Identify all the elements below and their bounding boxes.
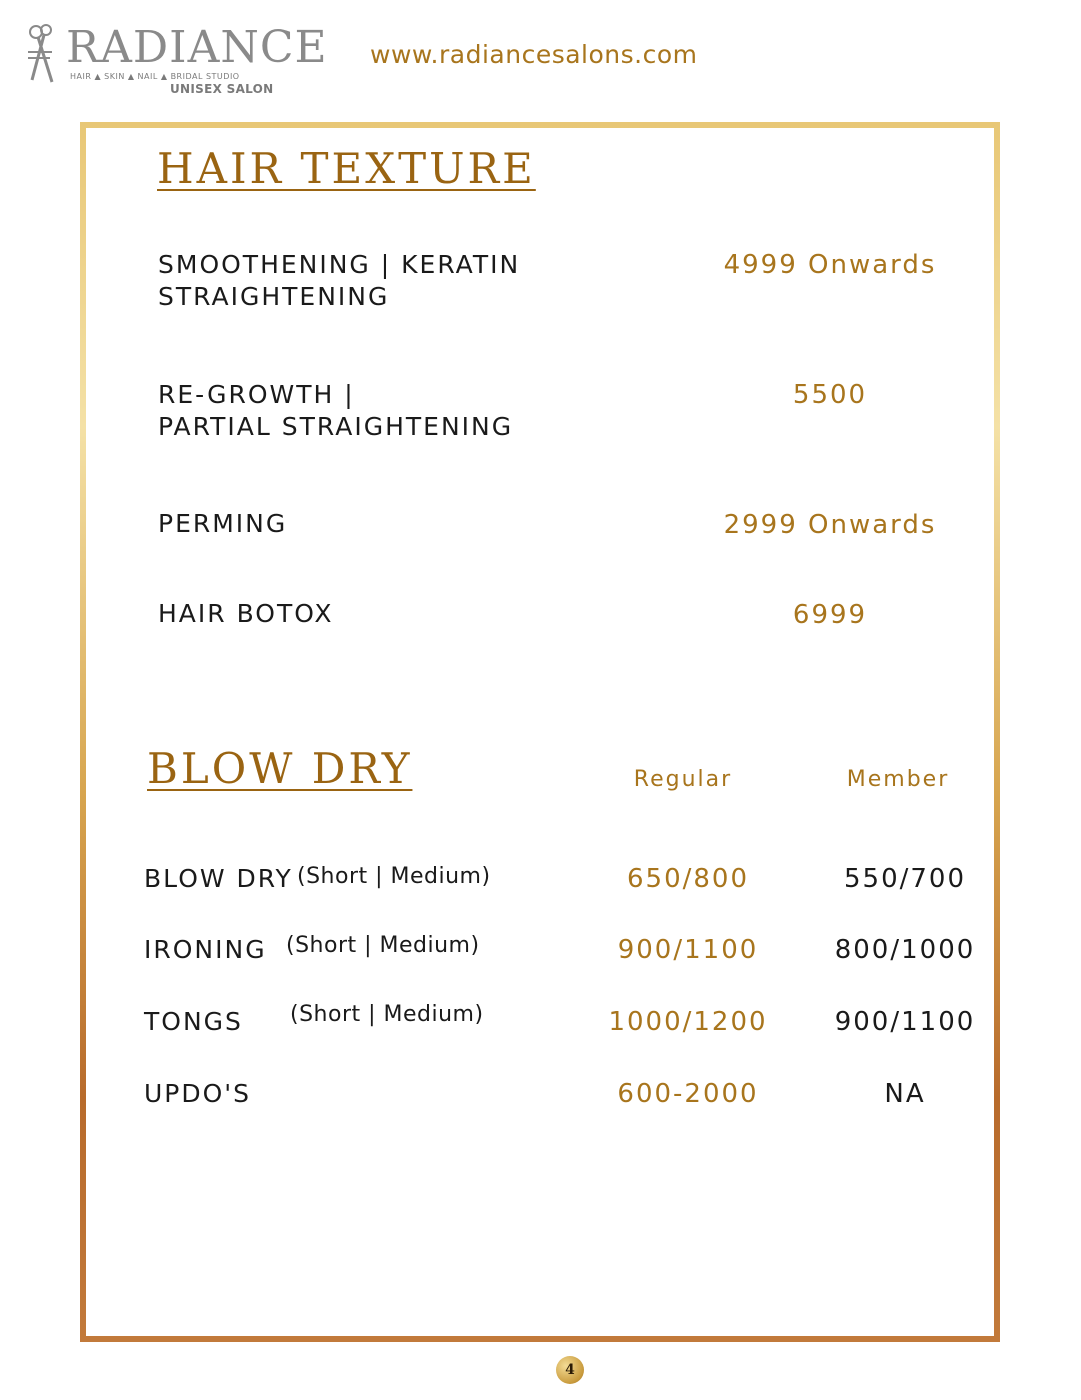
service-price: 5500 <box>792 380 868 410</box>
service-name-line: SMOOTHENING | KERATIN <box>158 250 521 279</box>
service-name-line: STRAIGHTENING <box>158 282 390 311</box>
service-price: 6999 <box>792 600 868 630</box>
brand-subtitle: UNISEX SALON <box>170 82 274 96</box>
member-price: 550/700 <box>843 864 966 894</box>
service-name-line: RE-GROWTH | <box>158 380 355 409</box>
service-name: TONGS <box>144 1007 243 1036</box>
scissors-comb-icon <box>22 22 70 86</box>
service-name: HAIR BOTOX <box>158 599 334 628</box>
regular-price: 650/800 <box>626 864 749 894</box>
section-title-hair-texture: HAIR TEXTURE <box>157 144 536 193</box>
brand-wordmark: RADIANCE <box>66 22 328 73</box>
column-header-regular: Regular <box>633 767 733 792</box>
service-name: IRONING <box>144 935 267 964</box>
page-number-badge: 4 <box>556 1356 584 1384</box>
regular-price: 900/1100 <box>617 935 759 965</box>
service-note: (Short | Medium) <box>286 933 480 958</box>
service-price: 2999 Onwards <box>723 510 937 540</box>
member-price: 800/1000 <box>834 935 976 965</box>
regular-price: 1000/1200 <box>608 1007 768 1037</box>
brand-logo <box>22 22 328 100</box>
service-name <box>158 249 520 313</box>
service-note: (Short | Medium) <box>297 864 491 889</box>
column-header-member: Member <box>846 767 950 792</box>
service-name: UPDO'S <box>144 1079 252 1108</box>
service-note: (Short | Medium) <box>290 1002 484 1027</box>
member-price: NA <box>884 1079 926 1109</box>
regular-price: 600-2000 <box>617 1079 759 1109</box>
service-name: PERMING <box>158 509 288 538</box>
brand-tagline: HAIR ▲ SKIN ▲ NAIL ▲ BRIDAL STUDIO <box>70 72 240 81</box>
service-name <box>158 379 513 443</box>
service-name-line: PARTIAL STRAIGHTENING <box>158 412 514 441</box>
website-link[interactable]: www.radiancesalons.com <box>370 40 698 69</box>
member-price: 900/1100 <box>834 1007 976 1037</box>
service-price: 4999 Onwards <box>723 250 937 280</box>
section-title-blow-dry: BLOW DRY <box>147 744 413 793</box>
service-name: BLOW DRY <box>144 864 293 893</box>
